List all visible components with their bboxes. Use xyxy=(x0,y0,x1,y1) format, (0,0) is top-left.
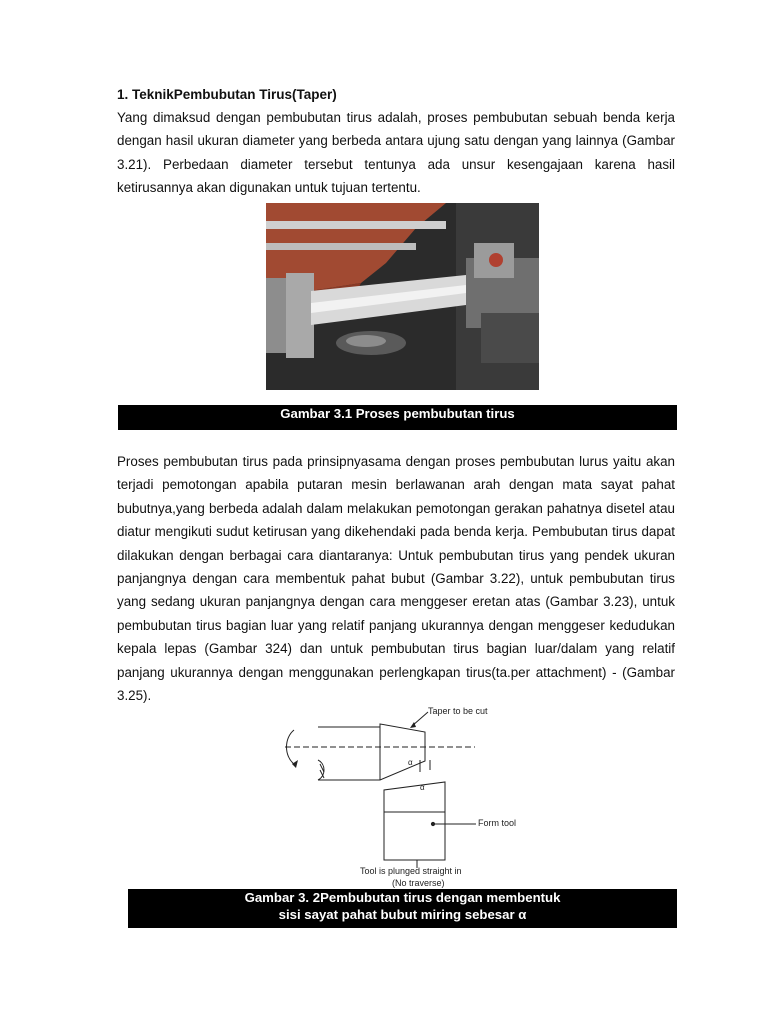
label-taper-to-be-cut: Taper to be cut xyxy=(428,706,488,716)
rotation-arrow-icon xyxy=(292,760,298,768)
label-no-traverse: (No traverse) xyxy=(392,878,445,888)
intro-paragraph: Yang dimaksud dengan pembubutan tirus adalah, proses pembubutan sebuah benda kerja dengan hasil ukuran diameter yang berbeda antara ujung satu dengan yang lainnya (Gambar 3.21). Perbedaan diameter tersebut tentunya ada unsur kesengajaan karena hasil ketirusannya akan digunakan untuk tujuan tertentu. xyxy=(117,110,675,196)
figure-caption-2 xyxy=(128,889,677,928)
section-heading: 1. TeknikPembubutan Tirus(Taper) xyxy=(117,87,337,102)
figure-caption-1: Gambar 3.1 Proses pembubutan tirus xyxy=(118,405,677,430)
form-tool-diagram xyxy=(280,700,540,892)
label-tool-plunged: Tool is plunged straight in xyxy=(360,866,462,876)
figure-caption-2-line2: sisi sayat pahat bubut miring sebesar α xyxy=(278,907,527,922)
label-form-tool: Form tool xyxy=(478,818,517,828)
body-paragraph: Proses pembubutan tirus pada prinsipnyasama dengan proses pembubutan lurus yaitu akan terjadi pemotongan apabila putaran mesin berlawanan arah dengan mata sayat pahat bubutnya,yang berbeda adalah dalam melakukan pemotongan gerakan pahatnya disetel atau diatur mengikuti sudut ketirusan yang dikehendaki pada benda kerja. Pembubutan tirus dapat dilakukan dengan berbagai cara diantaranya: Untuk pembubutan tirus yang pendek ukuran panjangnya dengan cara membentuk pahat bubut (Gambar 3.22), untuk pembubutan tirus yang sedang ukuran panjangnya dengan cara menggeser eretan atas (Gambar 3.23), untuk pembubutan tirus bagian luar yang relatif panjang ukurannya dengan menggeser kedudukan kepala lepas (Gambar 324) dan untuk pembubutan tirus bagian luar/dalam yang relatif panjang ukurannya dengan menggunakan perlengkapan tirus(ta.per attachment) - (Gambar 3.25). xyxy=(117,454,675,704)
label-angle-alpha-1: α xyxy=(408,758,413,767)
lathe-taper-photo xyxy=(266,203,539,390)
figure-caption-2-line1: Gambar 3. 2Pembubutan tirus dengan membentuk xyxy=(244,890,561,905)
label-angle-alpha-2: α xyxy=(420,783,425,792)
